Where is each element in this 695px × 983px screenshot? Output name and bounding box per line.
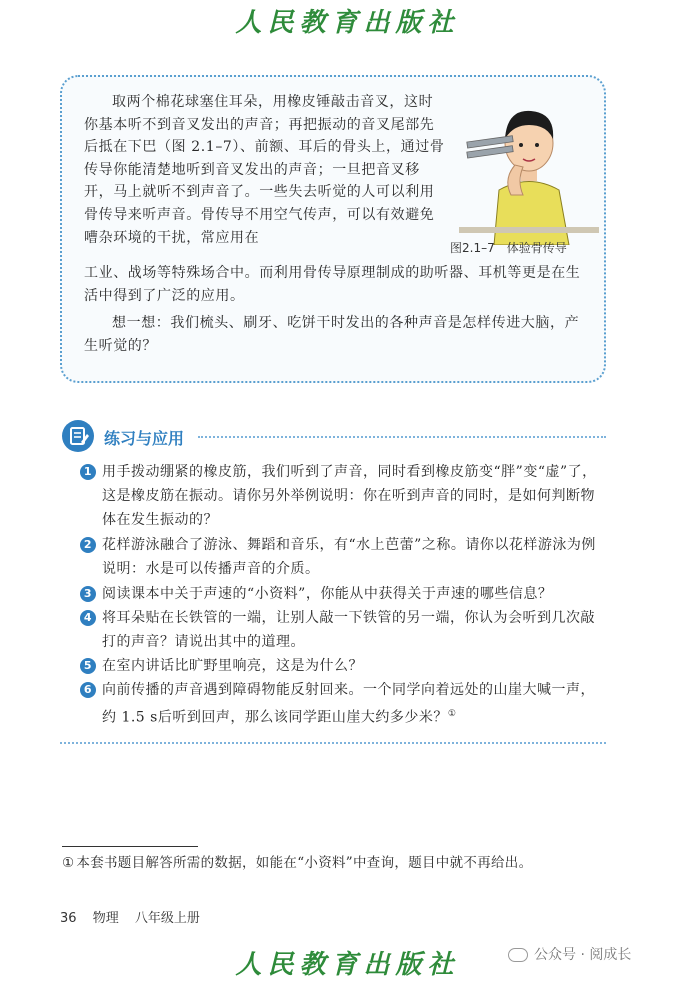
exercise-item xyxy=(80,533,600,581)
exercise-text: 将耳朵贴在长铁管的一端，让别人敲一下铁管的另一端，你认为会听到几次敲打的声音？请说出其中的道理。 xyxy=(102,610,595,650)
section-divider xyxy=(198,436,606,438)
section-header xyxy=(62,420,607,454)
wechat-icon xyxy=(508,948,528,962)
watermark xyxy=(508,944,631,964)
section-title: 练习与应用 xyxy=(104,429,185,448)
watermark-text: 公众号 · 阅成长 xyxy=(534,947,632,963)
exercise-number: 4 xyxy=(80,610,96,626)
footnote xyxy=(62,852,622,874)
exercise-text: 花样游泳融合了游泳、舞蹈和音乐，有“水上芭蕾”之称。请你以花样游泳为例说明：水是可以传播声音的介质。 xyxy=(102,537,596,577)
footnote-text: 本套书题目解答所需的数据，如能在“小资料”中查询，题目中就不再给出。 xyxy=(76,855,533,871)
grade-label: 八年级上册 xyxy=(134,911,200,926)
think-question: 想一想：我们梳头、刷牙、吃饼干时发出的各种声音是怎样传进大脑，产生听觉的？ xyxy=(84,315,580,354)
exercise-text: 阅读课本中关于声速的“小资料”，你能从中获得关于声速的哪些信息？ xyxy=(102,586,553,602)
box-paragraph-1: 取两个棉花球塞住耳朵，用橡皮锤敲击音叉，这时你基本听不到音叉发出的声音；再把振动的音叉尾部先后抵在下巴（图 2.1–7）、前额、耳后的骨头上，通过骨传导你能清楚地听到音叉发出的声音；一旦把音叉移开，马上就听不到声音了。一些失去听觉的人可以利用骨传导来听声音。骨传导不用空气传声，可以有效避免嘈杂环境的干扰，常应用在 xyxy=(84,94,445,246)
footnote-divider xyxy=(62,846,198,847)
exercise-item xyxy=(80,606,600,654)
exercise-item xyxy=(80,678,600,730)
exercise-item xyxy=(80,460,600,532)
publisher-header: 人民教育出版社 xyxy=(235,8,460,38)
exercise-6-body: 向前传播的声音遇到障碍物能反射回来。一个同学向着远处的山崖大喊一声，约 1.5 s后听到回声，那么该同学距山崖大约多少米？ xyxy=(102,682,595,726)
exercise-text: 在室内讲话比旷野里响亮，这是为什么？ xyxy=(102,658,363,674)
exercise-item xyxy=(80,582,600,606)
exercise-number: 2 xyxy=(80,537,96,553)
footnote-reference: ① xyxy=(447,709,457,719)
page-footer xyxy=(60,907,212,926)
exercise-number: 3 xyxy=(80,586,96,602)
box-paragraph-1-continued: 工业、战场等特殊场合中。而利用骨传导原理制成的助听器、耳机等更是在生活中得到了广泛的应用。 xyxy=(84,265,581,304)
section-end-divider xyxy=(60,742,606,744)
exercise-number: 6 xyxy=(80,682,96,698)
exercise-icon xyxy=(62,420,94,452)
subject-name: 物理 xyxy=(92,911,119,926)
exercise-text xyxy=(80,678,600,730)
exercise-number: 1 xyxy=(80,464,96,480)
exercise-number: 5 xyxy=(80,658,96,674)
exercise-text: 用手拨动绷紧的橡皮筋，我们听到了声音，同时看到橡皮筋变“胖”变“虚”了，这是橡皮筋在振动。请你另外举例说明：你在听到声音的同时，是如何判断物体在发生振动的？ xyxy=(102,464,597,528)
bone-conduction-illustration xyxy=(459,95,599,245)
page-number: 36 xyxy=(60,911,77,926)
figure-caption: 图2.1–7 体验骨传导 xyxy=(450,241,567,255)
footnote-mark: ① xyxy=(62,855,75,871)
exercise-item xyxy=(80,654,600,678)
info-box xyxy=(60,75,606,383)
publisher-footer: 人民教育出版社 xyxy=(235,950,460,980)
